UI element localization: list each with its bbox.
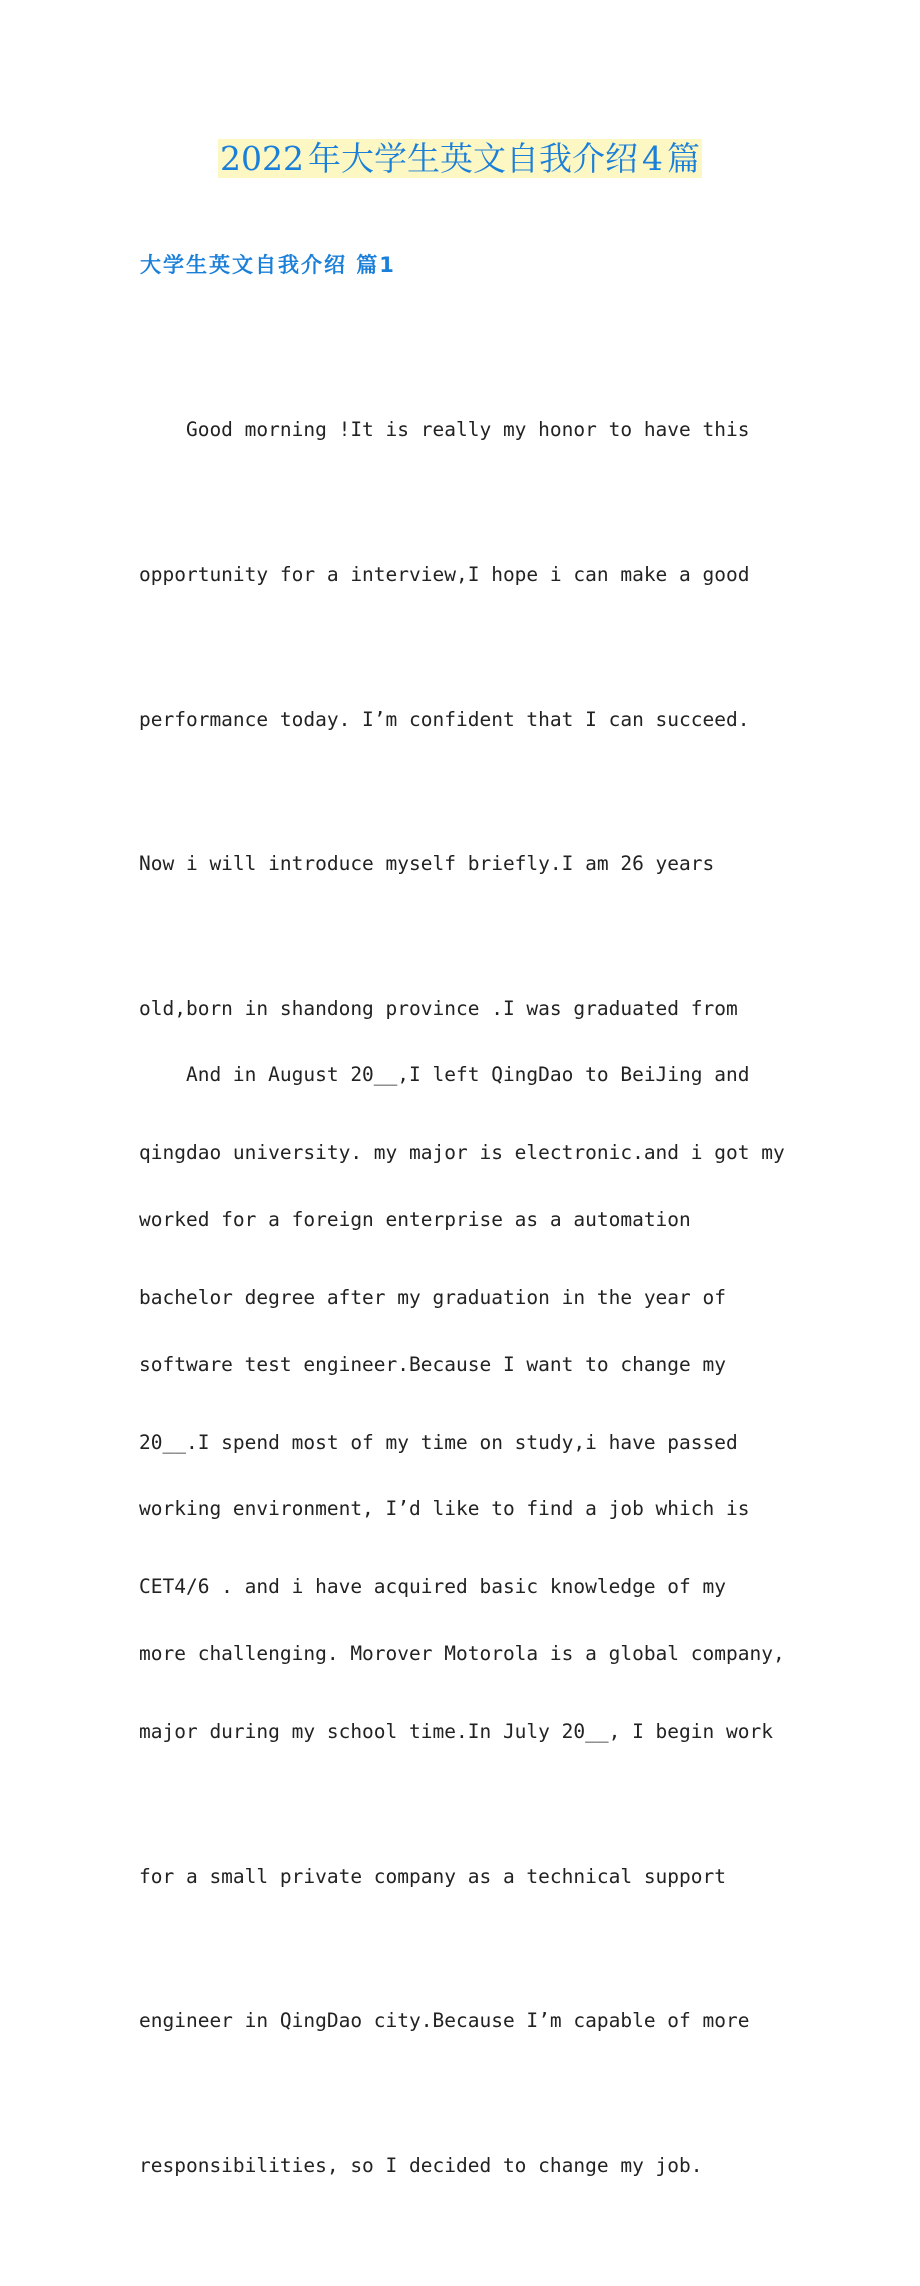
- paragraph-line: for a small private company as a technical support: [139, 1864, 726, 1888]
- paragraph-line: more challenging. Morover Motorola is a global company,: [139, 1641, 785, 1665]
- paragraph-line: performance today. I’m confident that I can succeed.: [139, 707, 750, 731]
- title-suffix: 篇: [666, 139, 700, 178]
- paragraph-line: engineer in QingDao city.Because I’m capable of more: [139, 2009, 750, 2033]
- paragraph-line: And in August 20__,I left QingDao to BeiJing and: [139, 1063, 750, 1087]
- paragraph-line: major during my school time.In July 20__, I begin work: [139, 1719, 773, 1743]
- paragraph-line: software test engineer.Because I want to change my: [139, 1352, 726, 1376]
- title-main: 年大学生英文自我介绍: [307, 139, 638, 178]
- title-year: 2022: [220, 139, 304, 178]
- title-count: 4: [641, 139, 663, 178]
- paragraph-line: old,born in shandong province .I was graduated from: [139, 996, 738, 1020]
- paragraph-line: qingdao university. my major is electronic.and i got my: [139, 1141, 785, 1165]
- paragraph-2: [139, 955, 784, 1774]
- paragraph-line: CET4/6 . and i have acquired basic knowledge of my: [139, 1575, 726, 1599]
- paragraph-line: Now i will introduce myself briefly.I am 26 years: [139, 852, 715, 876]
- paragraph-line: responsibilities, so I decided to change my job.: [139, 2153, 703, 2177]
- paragraph-line: worked for a foreign enterprise as a automation: [139, 1208, 691, 1232]
- paragraph-line: working environment, I’d like to find a job which is: [139, 1497, 750, 1521]
- paragraph-line: opportunity for a interview,I hope i can make a good: [139, 563, 750, 587]
- paragraph-line: 20__.I spend most of my time on study,i have passed: [139, 1430, 738, 1454]
- page-title: [0, 136, 920, 182]
- paragraph-line: Good morning !It is really my honor to have this: [139, 418, 750, 442]
- title-text: [218, 136, 702, 182]
- section-heading: 大学生英文自我介绍 篇1: [140, 253, 396, 277]
- paragraph-line: bachelor degree after my graduation in the year of: [139, 1286, 726, 1310]
